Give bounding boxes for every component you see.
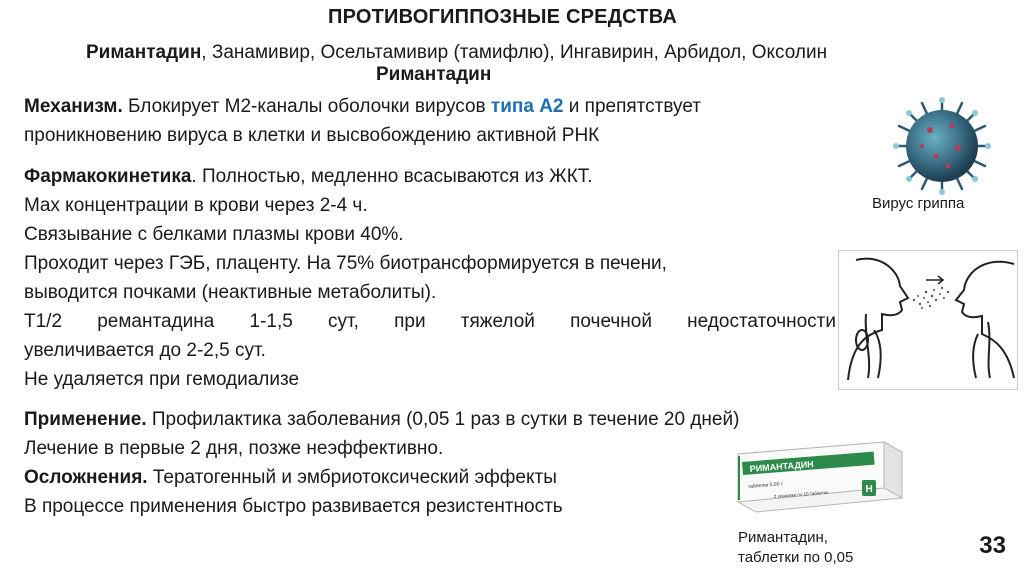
drug-list-rest: , Занамивир, Осельтамивир (тамифлю), Ингавирин, Арбидол, Оксолин [201,42,828,63]
application-line-2: Лечение в первые 2 дня, позже неэффективно. [24,438,444,459]
pk-line-1-text: . Полностью, медленно всасываются из ЖКТ. [191,166,593,187]
package-sub: таблетки 0,05 г [747,481,783,490]
transmission-illustration [838,250,1018,390]
virus-caption: Вирус гриппа [872,195,965,212]
pk-line-5: выводится почками (неактивные метаболиты). [24,282,437,303]
application-line-1 [24,405,739,434]
package-caption-line-2: таблетки по 0,05 [738,549,854,566]
package-brand: РИМАНТАДИН [749,458,815,474]
mechanism-text: Блокирует М2-каналы оболочки вирусов [122,96,491,117]
drug-heading: Римантадин [376,64,492,85]
application-label: Применение. [24,409,147,430]
mechanism-text-2: и препятствует [563,96,701,117]
pk-line-2: Max концентрации в крови через 2-4 ч. [24,195,368,216]
complications-line-2: В процессе применения быстро развивается резистентность [24,496,563,517]
pk-line-8: Не удаляется при гемодиализе [24,369,300,390]
pk-line-7: увеличивается до 2-2,5 сут. [24,340,266,361]
drug-list-first: Римантадин [86,42,202,63]
complications-label: Осложнения. [24,467,148,488]
mechanism-accent: типа А2 [490,96,564,117]
complications-text: Тератогенный и эмбриотоксический эффекты [147,467,557,488]
page-number: 33 [979,532,1006,559]
package-logo: Н [865,484,873,495]
package-count: 2 упаковки по 10 таблеток [773,489,829,499]
pk-line-6: Т1/2 ремантадина 1-1,5 сут, при тяжелой почечной недостаточности [24,311,836,332]
pk-line-3: Связывание с белками плазмы крови 40%. [24,224,404,245]
mechanism-line-1 [24,92,701,121]
complications-line-1 [24,463,557,492]
virus-illustration [892,96,992,196]
pk-label: Фармакокинетика [24,166,192,187]
mechanism-line-2: проникновению вируса в клетки и высвобождению активной РНК [24,125,600,146]
pk-line-4: Проходит через ГЭБ, плаценту. На 75% биотрансформируется в печени, [24,253,667,274]
page-title: ПРОТИВОГИППОЗНЫЕ СРЕДСТВА [328,6,677,28]
medication-package [734,440,906,522]
package-caption-line-1: Римантадин, [738,529,828,546]
application-text: Профилактика заболевания (0,05 1 раз в сутки в течение 20 дней) [146,409,740,430]
pk-line-1 [24,162,593,191]
drug-list [86,38,827,67]
mechanism-label: Механизм. [24,96,123,117]
